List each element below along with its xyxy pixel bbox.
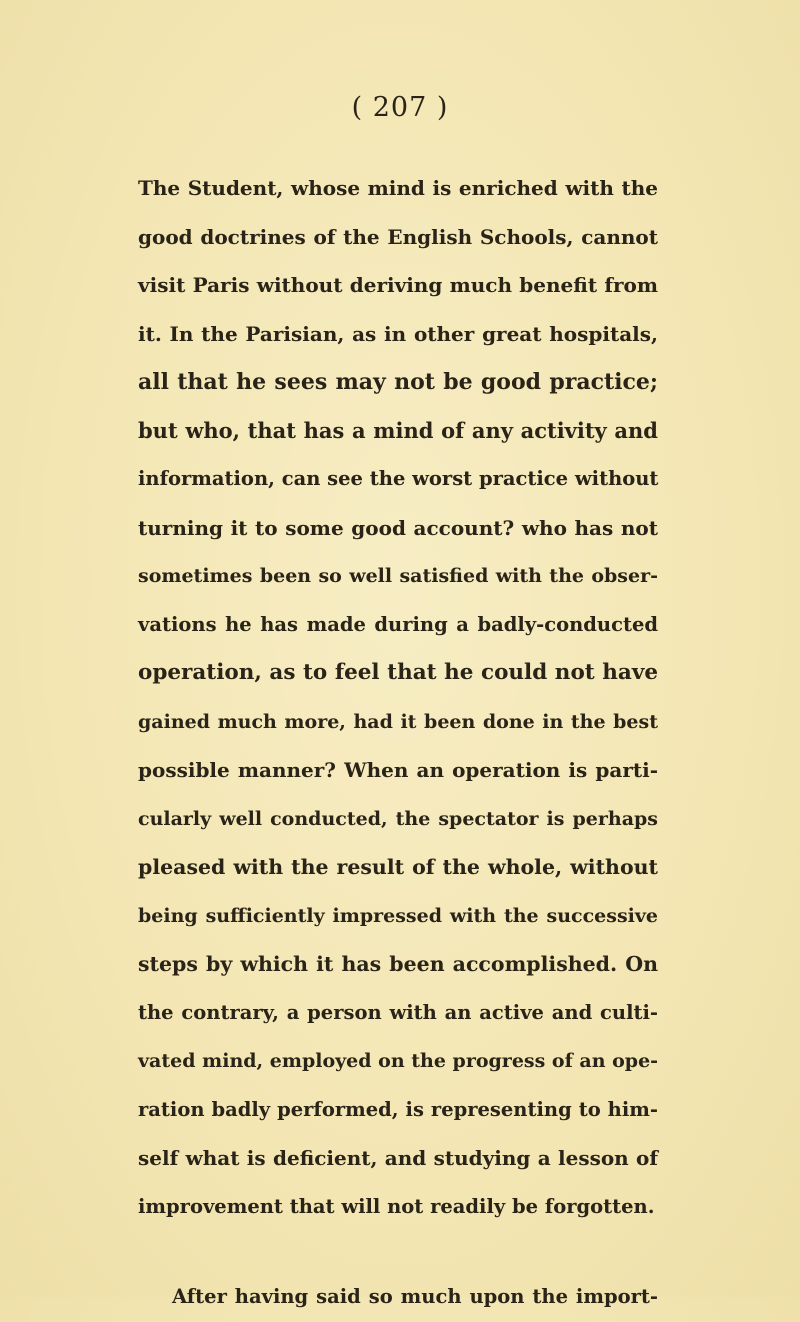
text-line: steps by which it has been accomplished. On xyxy=(138,952,658,976)
text-line: self what is deficient, and studying a lesson of xyxy=(138,1146,658,1170)
text-line: vated mind, employed on the progress of an ope- xyxy=(138,1050,659,1072)
text-line: gained much more, had it been done in the best xyxy=(138,710,658,733)
text-line: all that he sees may not be good practice; xyxy=(138,369,658,395)
paragraph-1 xyxy=(138,164,658,1231)
text-line: information, can see the worst practice without xyxy=(138,467,659,490)
text-line: turning it to some good account? who has not xyxy=(138,515,658,540)
text-line: good doctrines of the English Schools, cannot xyxy=(138,224,658,249)
text-line: being sufficiently impressed with the successive xyxy=(138,904,658,927)
body-text xyxy=(138,164,658,1322)
text-line: After having said so much upon the import- xyxy=(172,1285,658,1308)
text-line: improvement that will not readily be forgotten. xyxy=(138,1194,655,1218)
text-line: cularly well conducted, the spectator is perhaps xyxy=(138,807,658,830)
text-line: pleased with the result of the whole, without xyxy=(138,855,658,879)
text-line: the contrary, a person with an active and culti- xyxy=(138,1000,658,1024)
text-line: it. In the Parisian, as in other great hospitals, xyxy=(138,321,658,346)
text-line: sometimes been so well satisfied with the obser- xyxy=(138,565,658,587)
text-line: operation, as to feel that he could not have xyxy=(138,660,658,685)
page-number: ( 207 ) xyxy=(351,92,449,123)
text-line: The Student, whose mind is enriched with the xyxy=(138,176,658,200)
text-line: but who, that has a mind of any activity and xyxy=(138,417,658,443)
paragraph-2 xyxy=(138,1273,658,1322)
text-line: possible manner? When an operation is parti- xyxy=(138,758,658,782)
paragraph-gap xyxy=(138,1231,658,1273)
text-line: ration badly performed, is representing to him- xyxy=(138,1097,658,1121)
text-line: visit Paris without deriving much benefit from xyxy=(138,273,658,297)
text-line: vations he has made during a badly-conducted xyxy=(138,612,658,636)
